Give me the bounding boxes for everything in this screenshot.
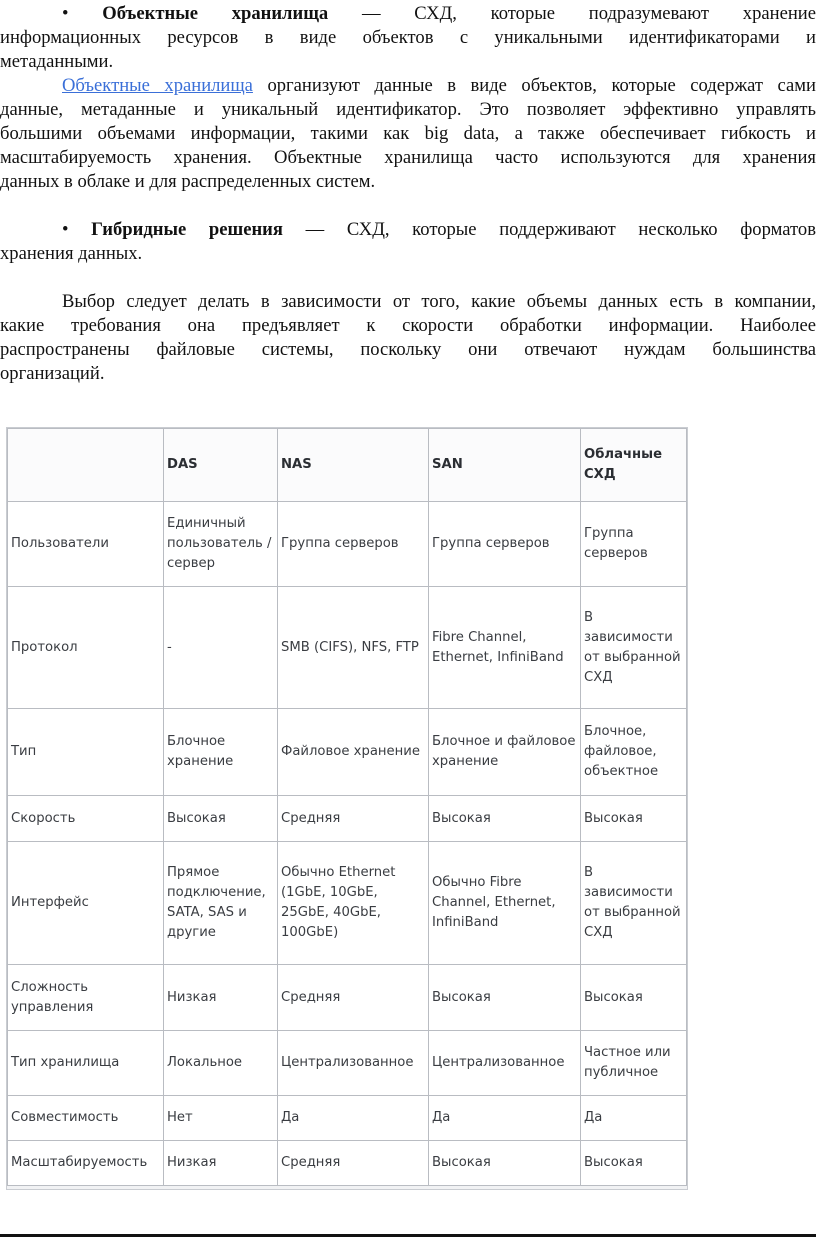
table-row: [8, 842, 687, 965]
table-row: [8, 1031, 687, 1096]
paragraph-hybrid-solutions: [0, 218, 816, 266]
table-header-row: [8, 429, 687, 502]
table-cell: Блочное и файловое хранение: [429, 709, 581, 796]
term-object-storage: Объектные хранилища: [102, 3, 329, 24]
paragraph-line: информационных ресурсов в виде объектов с уникальными идентификаторами и: [0, 27, 816, 48]
table-header-cell: Облачные СХД: [581, 429, 687, 502]
table-cell: Протокол: [8, 587, 164, 709]
table-cell: Централизованное: [278, 1031, 429, 1096]
paragraph-object-storage-definition: [0, 2, 816, 74]
paragraph-line: [0, 290, 816, 314]
paragraph-line: какие требования она предъявляет к скорости обработки информации. Наиболее: [0, 315, 816, 336]
table-cell: Централизованное: [429, 1031, 581, 1096]
bullet-icon: •: [62, 219, 69, 240]
table-header-cell: NAS: [278, 429, 429, 502]
table-cell: Прямое подключение, SATA, SAS и другие: [164, 842, 278, 965]
text-span: Выбор следует делать в зависимости от того, какие объемы данных есть в компании,: [62, 291, 816, 312]
table-cell: Высокая: [581, 965, 687, 1031]
table-cell: В зависимости от выбранной СХД: [581, 587, 687, 709]
paragraph-line: [0, 218, 816, 242]
table-header-cell: [8, 429, 164, 502]
paragraph-line: [0, 2, 816, 26]
table-row: [8, 1096, 687, 1141]
paragraph-line: большими объемами информации, такими как big data, а также обеспечивает гибкость и: [0, 123, 816, 144]
term-hybrid-solutions: Гибридные решения: [91, 219, 283, 240]
table-cell: Блочное хранение: [164, 709, 278, 796]
object-storage-link[interactable]: Объектные хранилища: [62, 75, 253, 96]
table-cell: Обычно Ethernet (1GbE, 10GbE, 25GbE, 40GbE, 100GbE): [278, 842, 429, 965]
table-cell: Группа серверов: [581, 502, 687, 587]
table-cell: Единичный пользователь / сервер: [164, 502, 278, 587]
table-cell: Высокая: [429, 1141, 581, 1186]
table-cell: Тип хранилища: [8, 1031, 164, 1096]
table-cell: Группа серверов: [278, 502, 429, 587]
storage-comparison-table-image: [6, 427, 688, 1190]
paragraph-line: хранения данных.: [0, 243, 143, 264]
table-cell: Да: [581, 1096, 687, 1141]
page-bottom-rule: [0, 1234, 816, 1237]
paragraph-object-storage-details: [0, 74, 816, 194]
table-cell: Высокая: [429, 796, 581, 842]
table-cell: Блочное, файловое, объектное: [581, 709, 687, 796]
table-cell: Да: [429, 1096, 581, 1141]
paragraph-line: масштабируемость хранения. Объектные хранилища часто используются для хранения: [0, 147, 816, 168]
table-cell: -: [164, 587, 278, 709]
paragraph-line: организаций.: [0, 363, 105, 384]
table-cell: Группа серверов: [429, 502, 581, 587]
table-cell: Частное или публичное: [581, 1031, 687, 1096]
text-span: — СХД, которые поддерживают несколько форматов: [305, 219, 816, 240]
table-cell: Интерфейс: [8, 842, 164, 965]
table-cell: Высокая: [581, 1141, 687, 1186]
table-cell: Тип: [8, 709, 164, 796]
table-cell: Средняя: [278, 965, 429, 1031]
paragraph-line: метаданными.: [0, 51, 114, 72]
table-cell: Файловое хранение: [278, 709, 429, 796]
table-cell: Скорость: [8, 796, 164, 842]
table-header-cell: SAN: [429, 429, 581, 502]
table-cell: SMB (CIFS), NFS, FTP: [278, 587, 429, 709]
table-row: [8, 502, 687, 587]
table-cell: Совместимость: [8, 1096, 164, 1141]
table-row: [8, 587, 687, 709]
table-row: [8, 1141, 687, 1186]
text-span: — СХД, которые подразумевают хранение: [361, 3, 816, 24]
table-cell: Fibre Channel, Ethernet, InfiniBand: [429, 587, 581, 709]
table-cell: Высокая: [581, 796, 687, 842]
text-span: организуют данные в виде объектов, которые содержат сами: [267, 75, 816, 96]
table-cell: Локальное: [164, 1031, 278, 1096]
table-row: [8, 709, 687, 796]
table-cell: Нет: [164, 1096, 278, 1141]
table-cell: Высокая: [164, 796, 278, 842]
table-cell: В зависимости от выбранной СХД: [581, 842, 687, 965]
table-cell: Пользователи: [8, 502, 164, 587]
bullet-icon: •: [62, 3, 69, 24]
table-cell: Сложность управления: [8, 965, 164, 1031]
table-cell: Низкая: [164, 1141, 278, 1186]
table-cell: Высокая: [429, 965, 581, 1031]
table-cell: Обычно Fibre Channel, Ethernet, InfiniBand: [429, 842, 581, 965]
table-row: [8, 965, 687, 1031]
paragraph-choice-advice: [0, 290, 816, 386]
paragraph-line: данные, метаданные и уникальный идентификатор. Это позволяет эффективно управлять: [0, 99, 816, 120]
table-cell: Масштабируемость: [8, 1141, 164, 1186]
table-cell: Средняя: [278, 796, 429, 842]
table-cell: Средняя: [278, 1141, 429, 1186]
paragraph-line: данных в облаке и для распределенных систем.: [0, 171, 376, 192]
table-row: [8, 796, 687, 842]
paragraph-line: [0, 74, 816, 98]
table-cell: Да: [278, 1096, 429, 1141]
paragraph-line: распространены файловые системы, поскольку они отвечают нуждам большинства: [0, 339, 816, 360]
storage-comparison-table: [7, 428, 687, 1186]
table-cell: Низкая: [164, 965, 278, 1031]
table-header-cell: DAS: [164, 429, 278, 502]
